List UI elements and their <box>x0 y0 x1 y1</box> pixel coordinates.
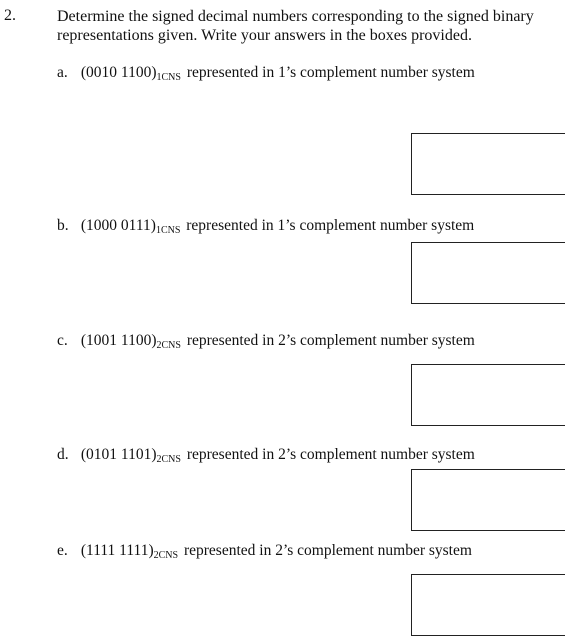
binary-value: (0010 1100) <box>80 64 157 81</box>
answer-box-a[interactable] <box>411 133 565 195</box>
answer-box-b[interactable] <box>411 242 565 304</box>
part-description: represented in 1’s complement number system <box>186 64 475 81</box>
part-b-prompt <box>57 217 474 236</box>
answer-box-c[interactable] <box>411 364 565 426</box>
system-subscript: 2CNS <box>156 340 181 351</box>
part-description: represented in 2’s complement number system <box>183 542 472 559</box>
system-subscript: 2CNS <box>153 550 179 561</box>
part-letter: e. <box>57 542 68 559</box>
binary-value: (1001 1100) <box>80 332 157 349</box>
part-letter: d. <box>57 446 69 463</box>
question-number: 2. <box>4 7 16 24</box>
part-letter: c. <box>57 332 68 349</box>
binary-value: (0101 1101) <box>80 446 157 463</box>
part-d-prompt <box>57 446 475 465</box>
question-intro: Determine the signed decimal numbers corresponding to the signed binary representations given. Write your answers in the boxes provided. <box>57 8 534 44</box>
part-c-prompt <box>57 332 475 351</box>
part-description: represented in 1’s complement number system <box>186 217 475 234</box>
system-subscript: 1CNS <box>156 72 181 83</box>
part-e-prompt <box>57 542 472 561</box>
part-description: represented in 2’s complement number system <box>186 332 475 349</box>
part-description: represented in 2’s complement number system <box>186 446 475 463</box>
binary-value: (1000 0111) <box>80 217 156 234</box>
system-subscript: 2CNS <box>156 454 181 465</box>
part-a-prompt <box>57 64 475 83</box>
binary-value: (1111 1111) <box>80 542 154 559</box>
answer-box-d[interactable] <box>411 469 565 531</box>
answer-box-e[interactable] <box>411 574 565 636</box>
system-subscript: 1CNS <box>155 225 181 236</box>
part-letter: a. <box>57 64 68 81</box>
part-letter: b. <box>57 217 69 234</box>
